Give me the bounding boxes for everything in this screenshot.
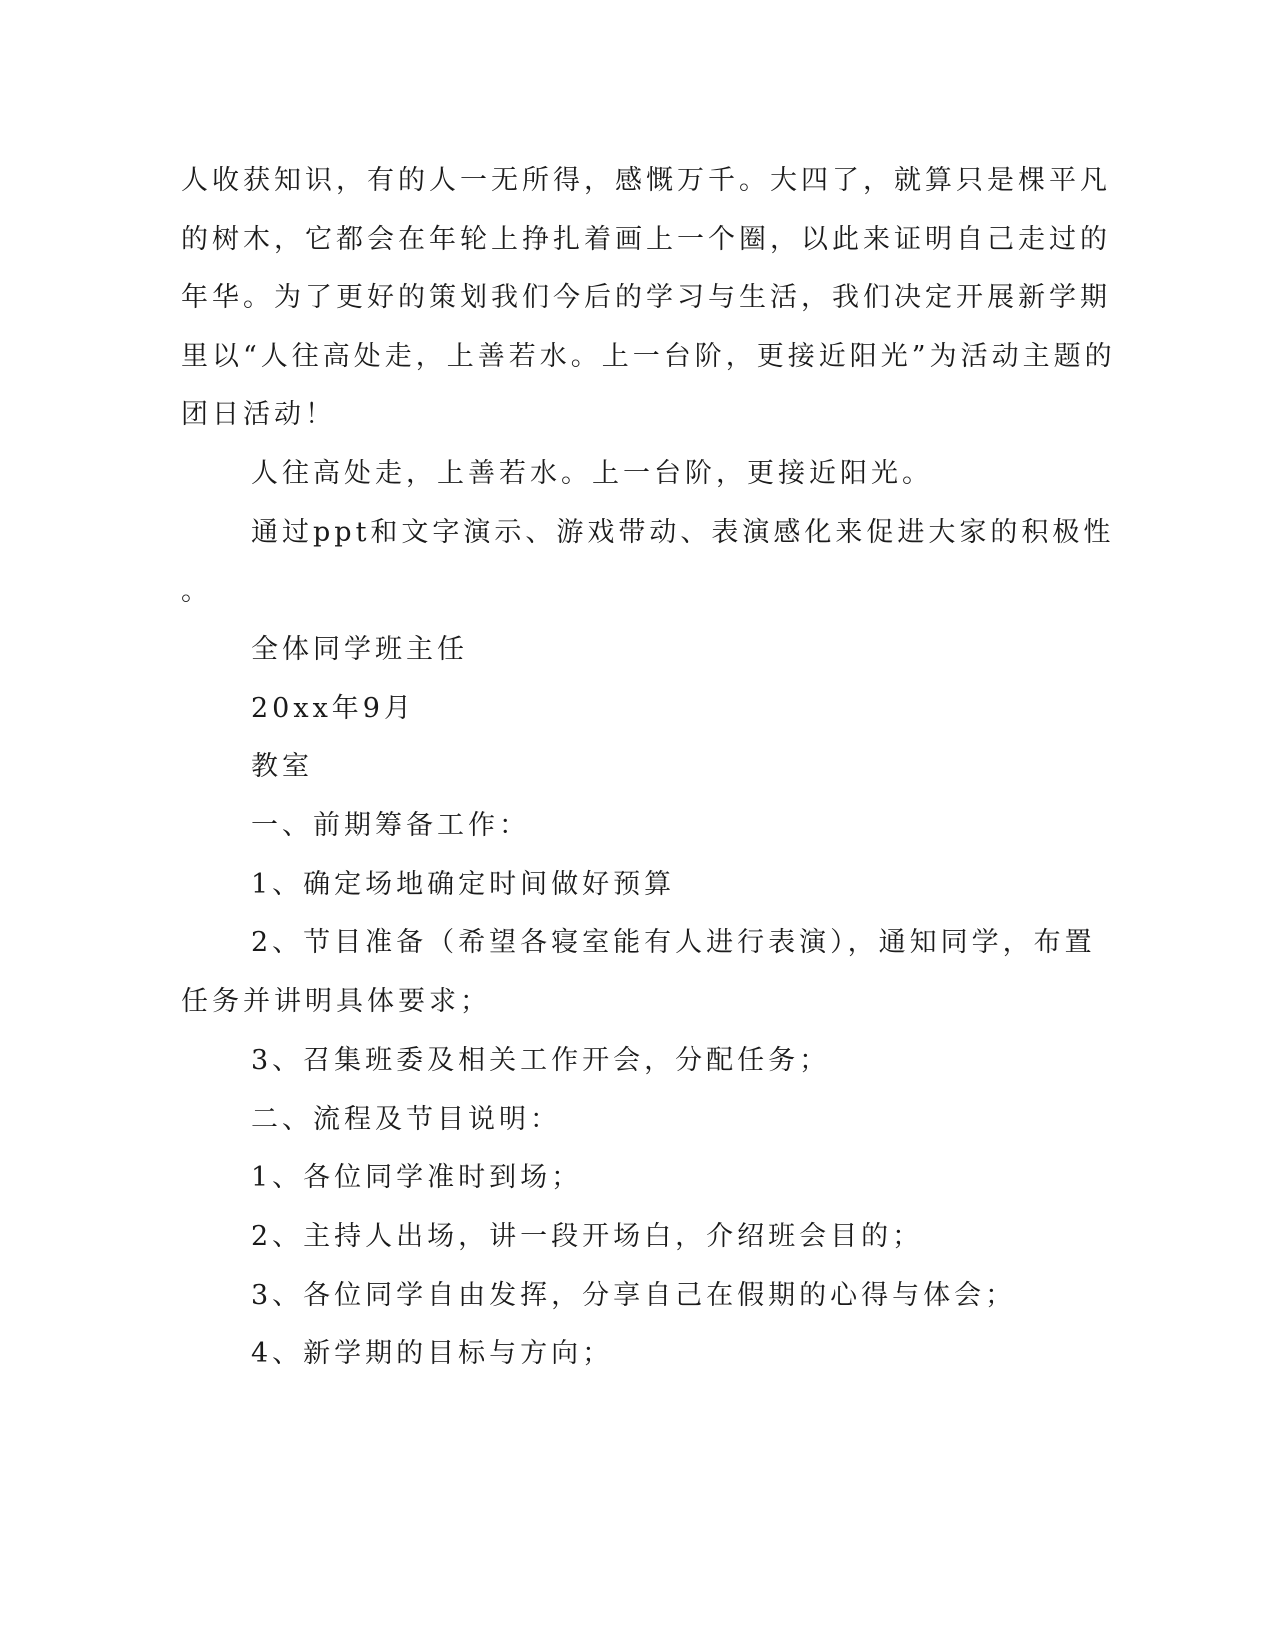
list-item: 4、新学期的目标与方向；: [251, 1338, 614, 1369]
method-line-end: 。: [181, 576, 212, 607]
date-line: 20xx年9月: [251, 693, 415, 724]
list-item: 3、召集班委及相关工作开会，分配任务；: [251, 1045, 831, 1076]
section-heading: 二、流程及节目说明：: [251, 1104, 561, 1135]
list-item: 2、主持人出场，讲一段开场白，介绍班会目的；: [251, 1221, 924, 1252]
section-heading: 一、前期筹备工作：: [251, 810, 530, 841]
list-item: 1、确定场地确定时间做好预算: [251, 869, 676, 900]
paragraph-line: 团日活动！: [181, 399, 336, 430]
theme-line: 人往高处走，上善若水。上一台阶，更接近阳光。: [251, 458, 933, 489]
method-line: 通过ppt和文字演示、游戏带动、表演感化来促进大家的积极性: [251, 517, 1115, 548]
participants-line: 全体同学班主任: [251, 634, 468, 665]
list-item: 3、各位同学自由发挥，分享自己在假期的心得与体会；: [251, 1280, 1017, 1311]
paragraph-line: 年华。为了更好的策划我们今后的学习与生活，我们决定开展新学期: [181, 282, 1111, 313]
paragraph-line: 的树木，它都会在年轮上挣扎着画上一个圈，以此来证明自己走过的: [181, 224, 1111, 255]
list-item: 1、各位同学准时到场；: [251, 1162, 583, 1193]
location-line: 教室: [251, 751, 313, 782]
list-item-continuation: 任务并讲明具体要求；: [181, 986, 491, 1017]
paragraph-line: 里以“人往高处走，上善若水。上一台阶，更接近阳光”为活动主题的: [181, 341, 1116, 372]
list-item: 2、节目准备（希望各寝室能有人进行表演），通知同学，布置: [251, 927, 1096, 958]
paragraph-line: 人收获知识，有的人一无所得，感慨万千。大四了，就算只是棵平凡: [181, 165, 1111, 196]
